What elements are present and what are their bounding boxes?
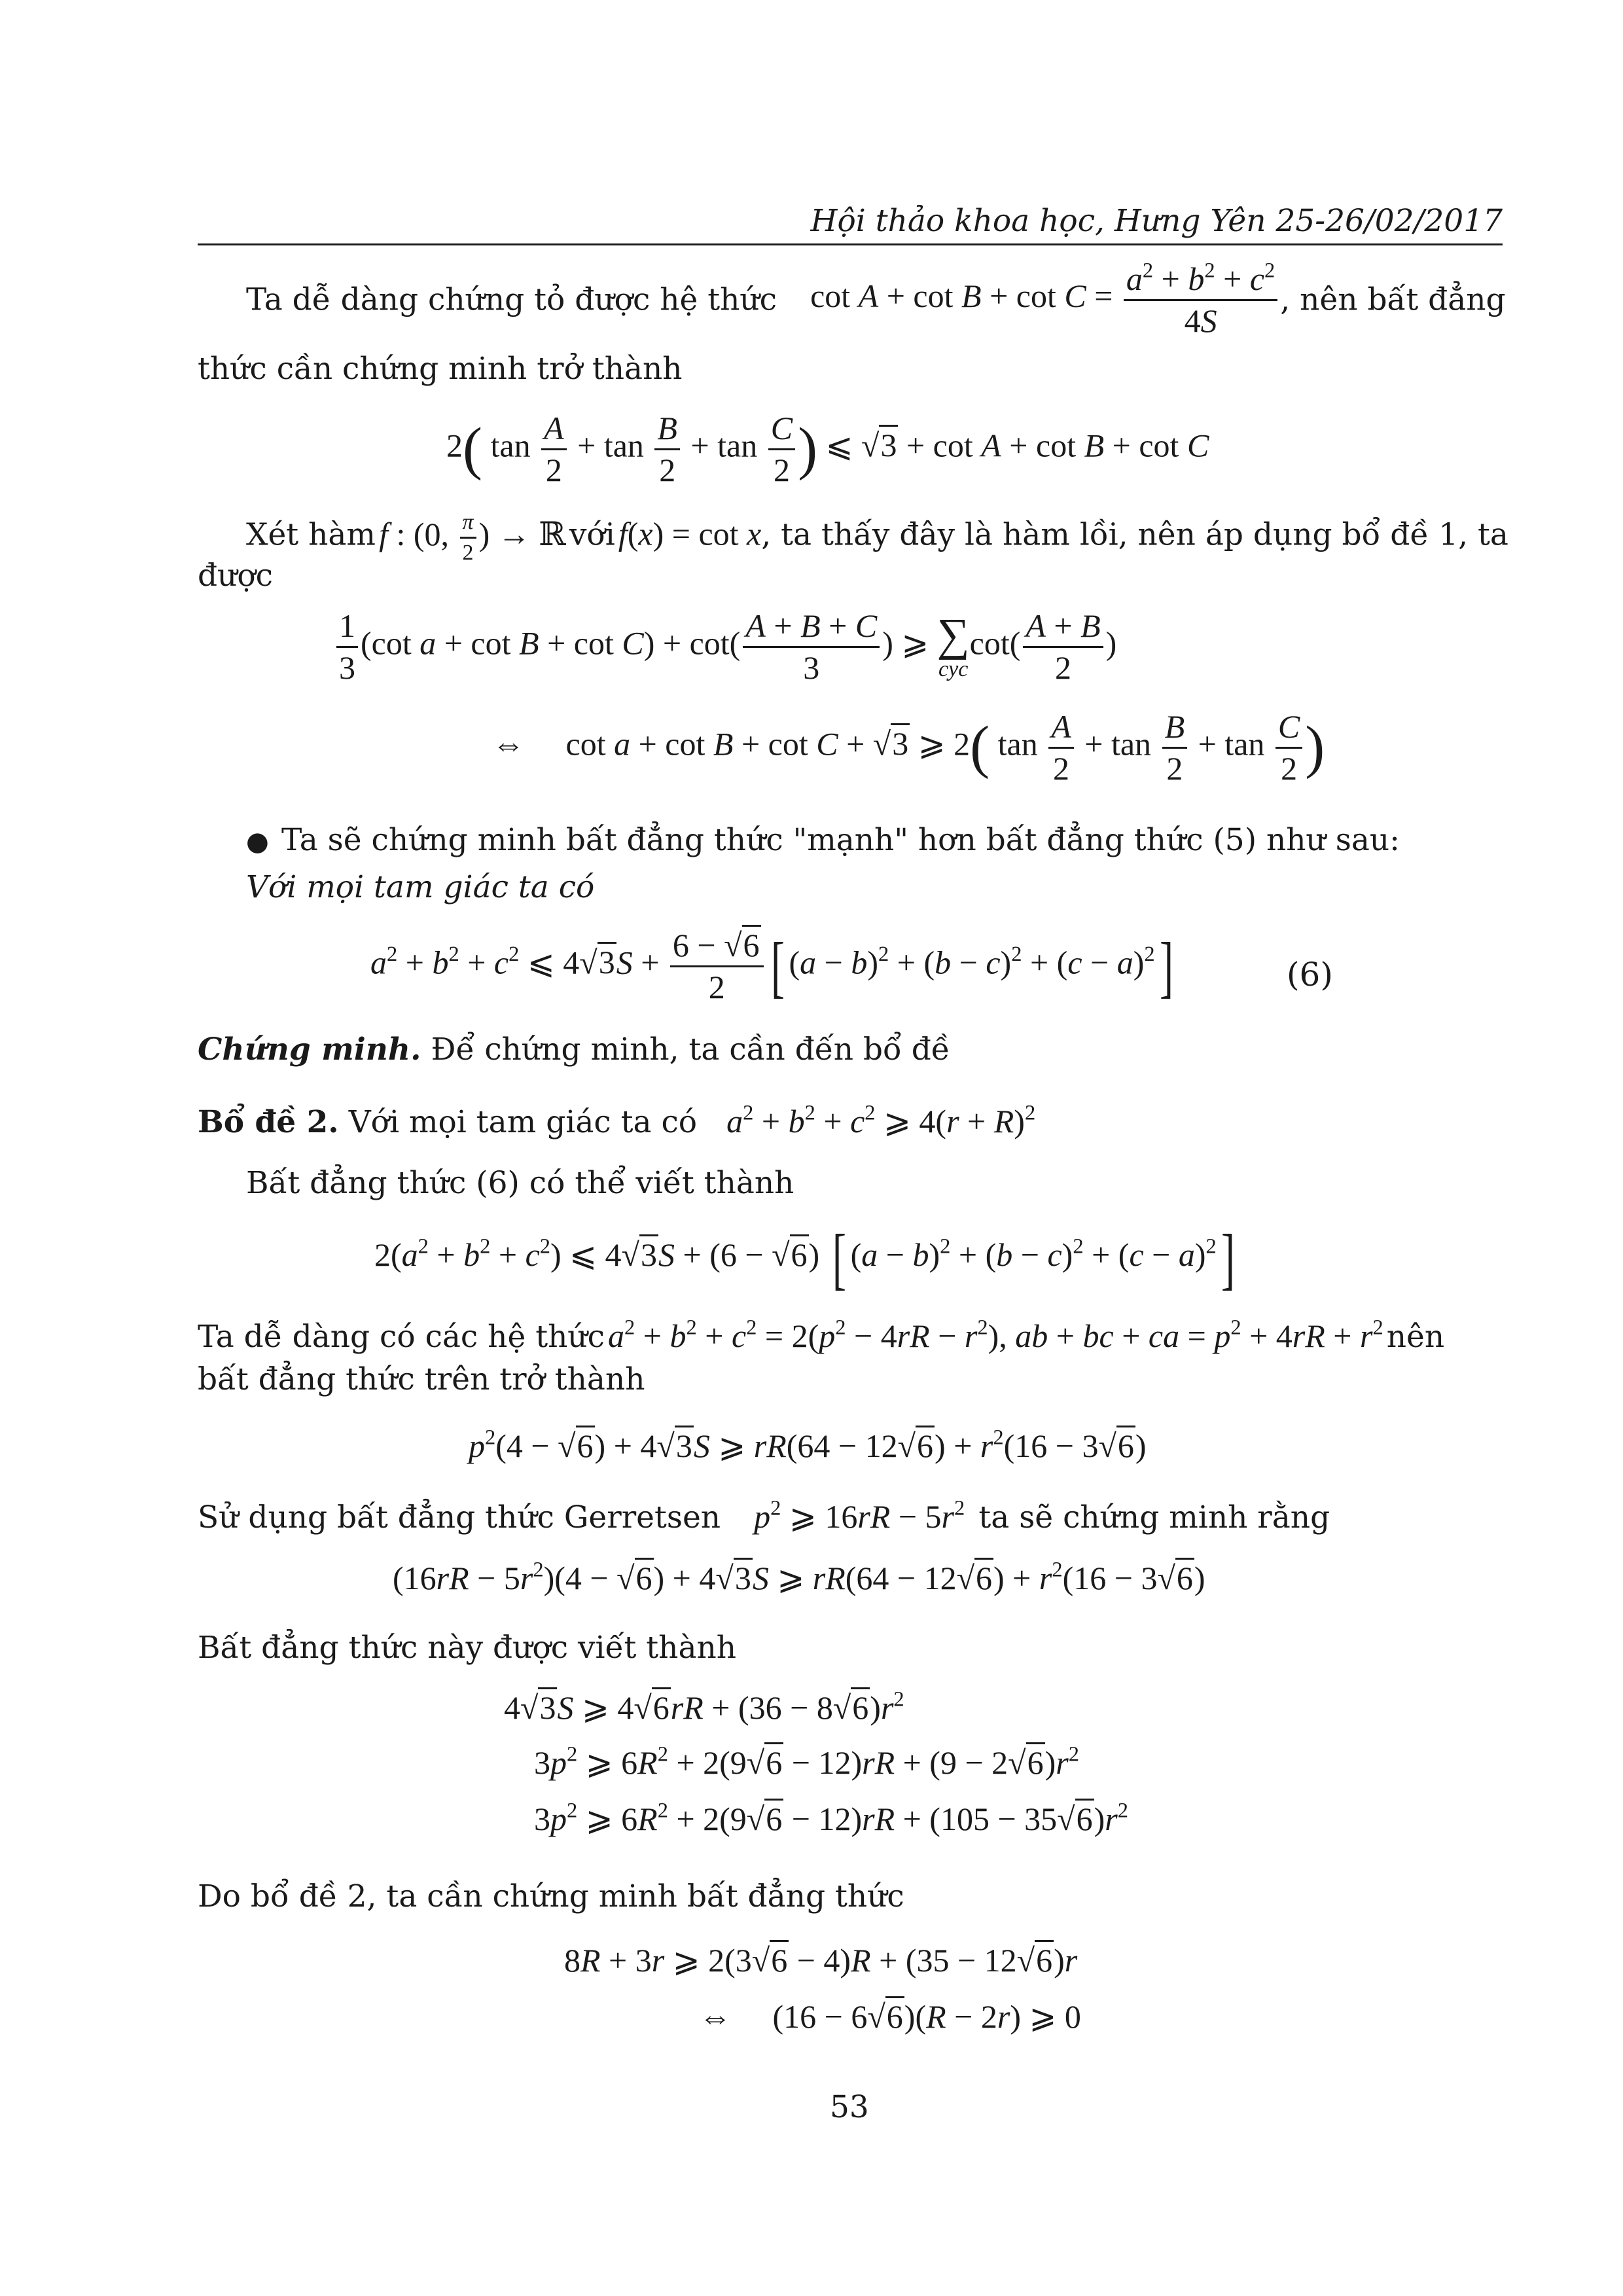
paragraph-convex-function: Xét hàm f : (0, $\frac{\pi}{2}$ ) → ℝ với f(x) = cot x, ta thấy đây là hàm lồi, nên áp dụng bổ đề 1, ta (246, 510, 1508, 565)
header-rule (198, 243, 1503, 245)
paragraph-cot-identity: Ta dễ dàng chứng tỏ được hệ thức cot A + cot B + cot C = $\frac{a^2 + b^2 + c^2}{4S}$ , nên bất đẳng (246, 259, 1506, 339)
equation-number: (6) (1287, 956, 1333, 994)
equation-6-rewritten: $2(a^2 + b^2 + c^2)$ ⩽ 4√3S + (6 − √6) [ $(a - b)^2 + (b - c)^2 + (c - a)^2$] (374, 1220, 1235, 1297)
paragraph-line: Bất đẳng thức (6) có thể viết thành (246, 1165, 794, 1201)
bullet-item: ● Ta sẽ chứng minh bất đẳng thức "mạnh" hơn bất đẳng thức (5) như sau: (246, 822, 1400, 858)
equation-6: $a^2 + b^2 + c^2$ ⩽ 4√3S + $\frac{6 - √6}{2}$ [ $(a - b)^2 + (b - c)^2 + (c - a)^2$] (370, 928, 1178, 1004)
bullet-icon: ● (246, 827, 269, 857)
paragraph-line: Do bổ đề 2, ta cần chứng minh bất đẳng thức (198, 1878, 904, 1914)
equation-p-form: $p^2(4 - √6) + 4√3S$ ⩾ $rR(64 - 12√6) + r^2(16 - 3√6)$ (469, 1426, 1147, 1464)
paragraph-line: được (198, 558, 273, 594)
running-header: Hội thảo khoa học, Hưng Yên 25-26/02/2017 (810, 203, 1503, 239)
paragraph-gerretsen: Sử dụng bất đẳng thức Gerretsen $p^2$ ⩾ $16rR - 5r^2$ ta sẽ chứng minh rằng (198, 1496, 1330, 1535)
paragraph-identities: Ta dễ dàng có các hệ thức $a^2 + b^2 + c^2 = 2(p^2 - 4rR - r^2)$, ab + bc + ca = $p^2 + 4rR + r^2$ nên (198, 1316, 1445, 1355)
equation-system-line2: $3p^2$ ⩾ $6R^2 + 2(9√6 - 12)rR + (9 - 2√6)r^2$ (534, 1742, 1079, 1781)
claim-text: Với mọi tam giác ta có (246, 869, 595, 905)
paragraph-line: Bất đẳng thức này được viết thành (198, 1630, 737, 1666)
equation-tan-inequality: 2( tan $\frac{A}{2}$ + tan $\frac{B}{2}$ + tan $\frac{C}{2}$ ) ⩽ √3 + cot A + cot B + cot C (446, 410, 1209, 488)
equation-final-line2: ⇔ (16 − 6√6)(R − 2r) ⩾ 0 (699, 1998, 1081, 2036)
paragraph-line: bất đẳng thức trên trở thành (198, 1361, 645, 1397)
equation-final-line1: 8R + 3r ⩾ 2(3√6 − 4)R + (35 − 12√6)r (564, 1941, 1077, 1979)
paragraph-line: thức cần chứng minh trở thành (198, 351, 683, 387)
equation-gerretsen: $(16rR - 5r^2)(4 - √6) + 4√3S$ ⩾ $rR(64 - 12√6) + r^2(16 - 3√6)$ (393, 1558, 1205, 1596)
equation-jensen-line1: $\frac{1}{3}$ (cot a + cot B + cot C) + cot( $\frac{A + B + C}{3}$ ) ⩾ ∑ cyc cot( $\frac{A + B}{2}$ ) (334, 609, 1116, 685)
equation-system-line3: $3p^2$ ⩾ $6R^2 + 2(9√6 - 12)rR + (105 - 35√6)r^2$ (534, 1799, 1128, 1837)
equation-system-line1: 4√3S ⩾ $4√6rR + (36 - 8√6)r^2$ (504, 1687, 904, 1726)
formula-cot-identity: cot A + cot B + cot C = $\frac{a^2 + b^2 + c^2}{4S}$ (810, 278, 1280, 314)
equation-jensen-line2: ⇔ cot a + cot B + cot C + √3 ⩾ 2( tan $\frac{A}{2}$ + tan $\frac{B}{2}$ + tan $\frac{C}{2}$ ) (492, 708, 1325, 787)
page-number: 53 (830, 2089, 869, 2125)
lemma-2: Bổ đề 2. Với mọi tam giác ta có $a^2 + b^2 + c^2$ ⩾ $4(r + R)^2$ (198, 1101, 1036, 1140)
proof-start: Chứng minh. Để chứng minh, ta cần đến bổ đề (198, 1031, 950, 1067)
